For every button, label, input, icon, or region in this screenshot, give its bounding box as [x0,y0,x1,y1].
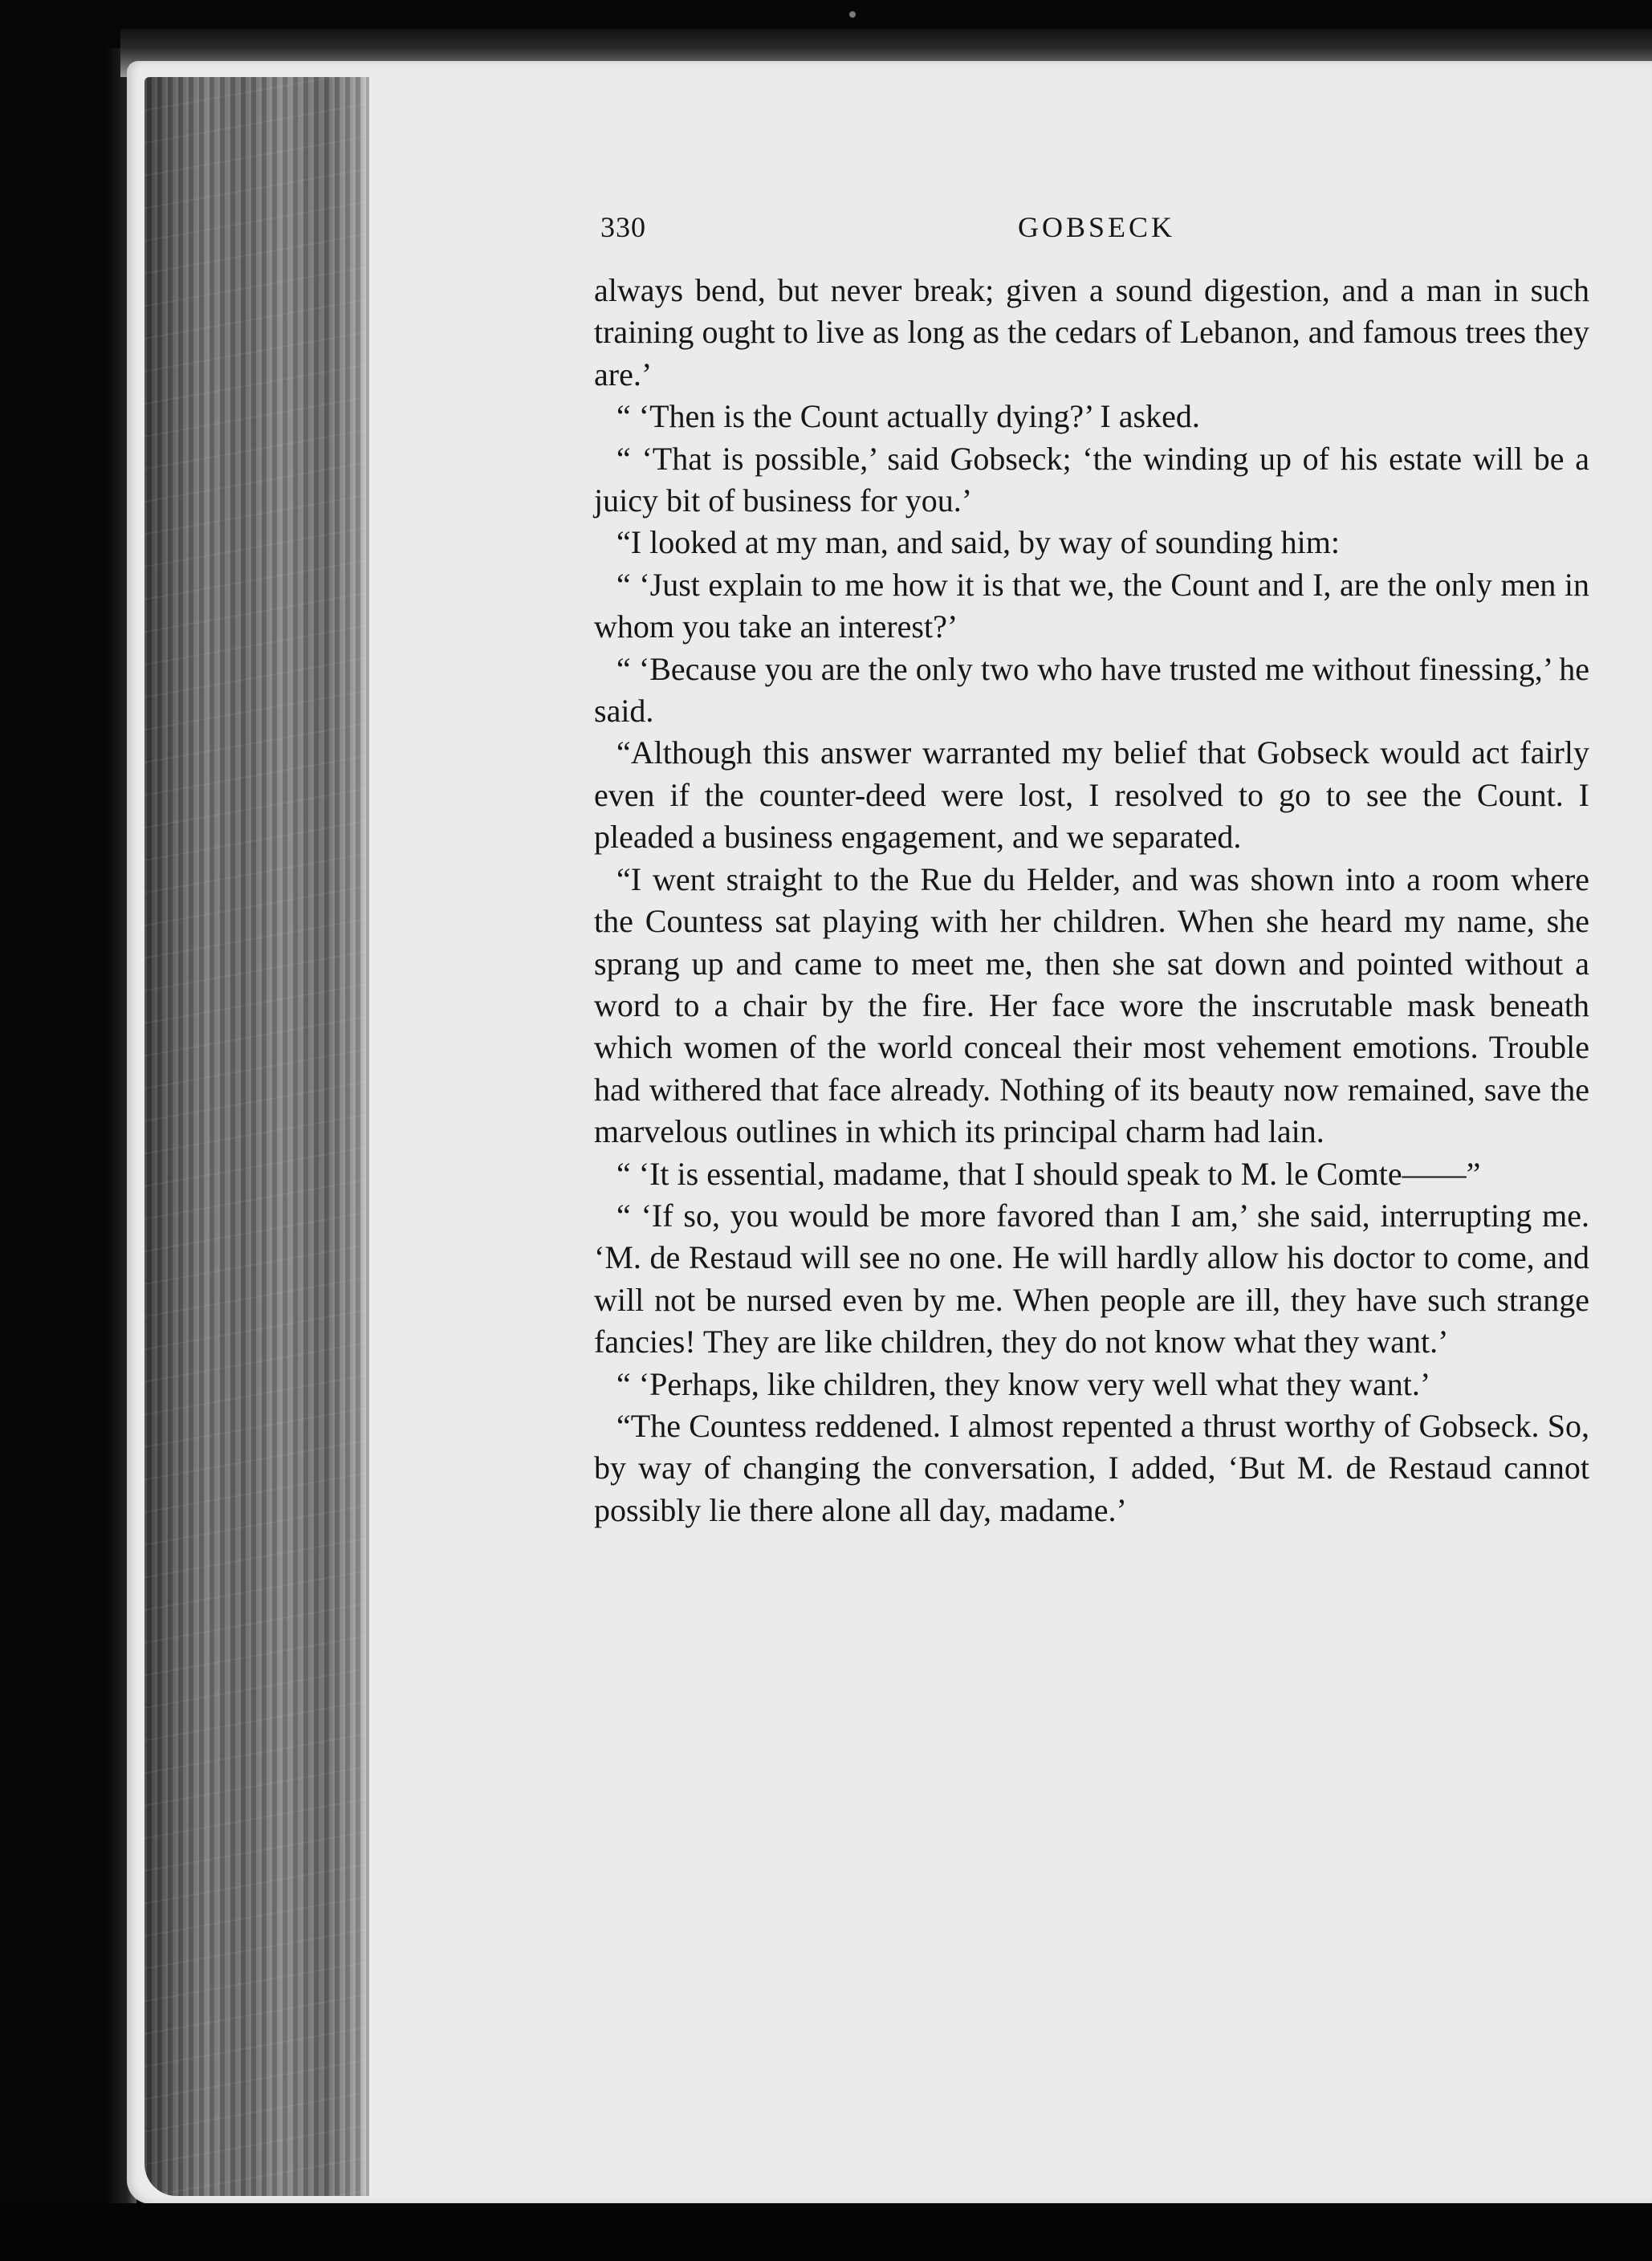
running-head [594,210,1589,258]
paragraph: “The Countess reddened. I almost repented a thrust worthy of Gobseck. So, by way of changing the conversation, I added, ‘But M. de Restaud cannot possibly lie there alone all day, madame.’ [594,1407,1589,1528]
paragraph: “ ‘It is essential, madame, that I should speak to M. le Comte——” [616,1155,1481,1192]
paragraph: “ ‘Because you are the only two who have trusted me without finessing,’ he said. [594,650,1589,730]
paragraph: “ ‘If so, you would be more favored than I am,’ she said, interrupting me. ‘M. de Restaud will see no one. He will hardly allow his doctor to come, and will not be nursed even by me. When people are ill, they have such strange fancies! They are like children, they do not know what they want.’ [594,1197,1589,1360]
page-stack-edge [144,77,369,2196]
paragraph: always bend, but never break; given a sound digestion, and a man in such training ought to live as long as the cedars of Lebanon, and famous trees they are.’ [594,272,1589,392]
paragraph: “I looked at my man, and said, by way of sounding him: [616,524,1340,561]
paragraph: “Although this answer warranted my belief that Gobseck would act fairly even if the counter-deed were lost, I resolved to go to see the Count. I pleaded a business engagement, and we separated. [594,734,1589,856]
page-number: 330 [600,211,646,243]
paragraph: “ ‘Perhaps, like children, they know very well what they want.’ [616,1365,1431,1402]
scan-bottom-border [0,2203,1652,2261]
body-text [594,270,1589,1531]
scan-speck [849,11,856,18]
paragraph: “ ‘Then is the Count actually dying?’ I asked. [616,398,1200,435]
paragraph: “ ‘That is possible,’ said Gobseck; ‘the winding up of his estate will be a juicy bit of business for you.’ [594,440,1589,519]
paragraph: “ ‘Just explain to me how it is that we, the Count and I, are the only men in whom you take an interest?’ [594,566,1589,645]
page-text-block [594,210,1589,1531]
paragraph: “I went straight to the Rue du Helder, and was shown into a room where the Countess sat playing with her children. When she heard my name, she sprang up and came to meet me, then she sat down and pointed without a word to a chair by the fire. Her face wore the inscrutable mask beneath which women of the world conceal their most vehement emotions. Trouble had withered that face already. Nothing of its beauty now remained, save the marvelous outlines in which its principal charm had lain. [594,860,1589,1150]
running-title: GOBSECK [1018,211,1176,243]
